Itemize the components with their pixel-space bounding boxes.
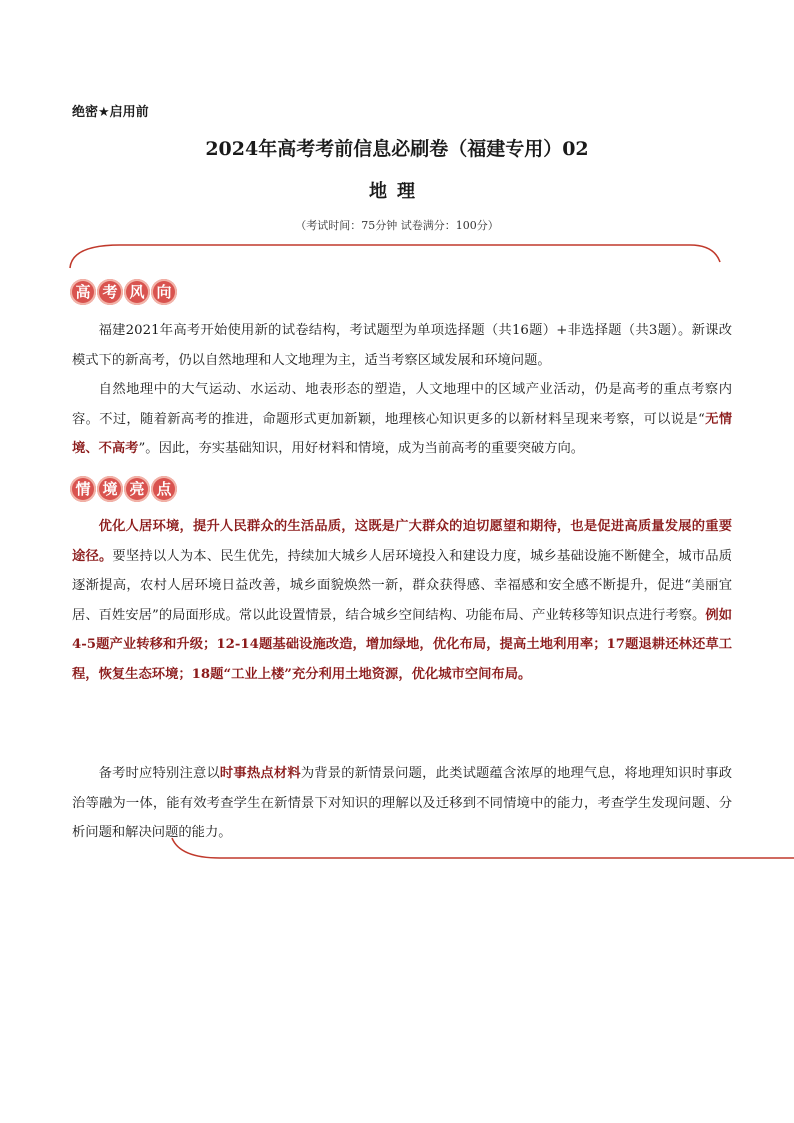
scenario-paragraph-2: 备考时应特别注意以时事热点材料为背景的新情景问题，此类试题蕴含浓厚的地理气息，将地理知识时事政治等融为一体，能有效考查学生在新情景下对知识的理解以及迁移到不同情境中的能力，考查学生发现问题、分析问题和解决问题的能力。 xyxy=(72,766,733,840)
badge-char: 亮 xyxy=(124,476,150,502)
badge-char: 点 xyxy=(151,476,177,502)
badge-char: 向 xyxy=(151,279,177,305)
badge-exam-trend xyxy=(70,279,178,306)
trend-paragraph-2: 自然地理中的大气运动、水运动、地表形态的塑造，人文地理中的区域产业活动，仍是高考的重点考察内容。不过，随着新高考的推进，命题形式更加新颖，地理核心知识更多的以新材料呈现来考察，可以说是“无情境、不高考”。因此，夯实基础知识，用好材料和情境，成为当前高考的重要突破方向。 xyxy=(72,382,733,456)
badge-char: 考 xyxy=(97,279,123,305)
highlight-text: 优化人居环境，提升人民群众的生活品质，这既是广大群众的迫切愿望和期待，也是促进高质量发展的重要途径。 xyxy=(72,519,732,564)
subject-title: 地理 xyxy=(369,181,425,202)
trend-paragraph-1: 福建2021年高考开始使用新的试卷结构，考试题型为单项选择题（共16题）+非选择题（共3题）。新课改模式下的新高考，仍以自然地理和人文地理为主，适当考察区域发展和环境问题。 xyxy=(72,323,732,368)
top-curve xyxy=(70,245,720,268)
badge-char: 境 xyxy=(97,476,123,502)
highlight-text: 例如4-5题产业转移和升级；12-14题基础设施改造，增加绿地，优化布局，提高土地利用率；17题退耕还林还草工程，恢复生态环境；18题“工业上楼”充分利用土地资源，优化城市空间布局。 xyxy=(72,607,733,682)
exam-meta: （考试时间：75分钟 试卷满分：100分） xyxy=(295,219,499,232)
highlight-text: 无情境、不高考 xyxy=(72,411,733,456)
page-title: 2024年高考考前信息必刷卷（福建专用）02 xyxy=(205,138,589,160)
badge-char: 情 xyxy=(70,476,96,502)
confidential-label: 绝密★启用前 xyxy=(72,105,149,120)
scenario-paragraph-1: 优化人居环境，提升人民群众的生活品质，这既是广大群众的迫切愿望和期待，也是促进高质量发展的重要途径。要坚持以人为本、民生优先，持续加大城乡人居环境投入和建设力度，城乡基础设施不断健全，城市品质逐渐提高，农村人居环境日益改善，城乡面貌焕然一新，群众获得感、幸福感和安全感不断提升，促进“美丽宜居、百姓安居”的局面形成。常以此设置情景，结合城乡空间结构、功能布局、产业转移等知识点进行考察。例如4-5题产业转移和升级；12-14题基础设施改造，增加绿地，优化布局，提高土地利用率；17题退耕还林还草工程，恢复生态环境；18题“工业上楼”充分利用土地资源，优化城市空间布局。 xyxy=(72,519,733,682)
highlight-text: 时事热点材料 xyxy=(219,766,301,781)
badge-char: 高 xyxy=(70,279,96,305)
badge-scenario-highlights xyxy=(70,476,178,503)
badge-char: 风 xyxy=(124,279,150,305)
